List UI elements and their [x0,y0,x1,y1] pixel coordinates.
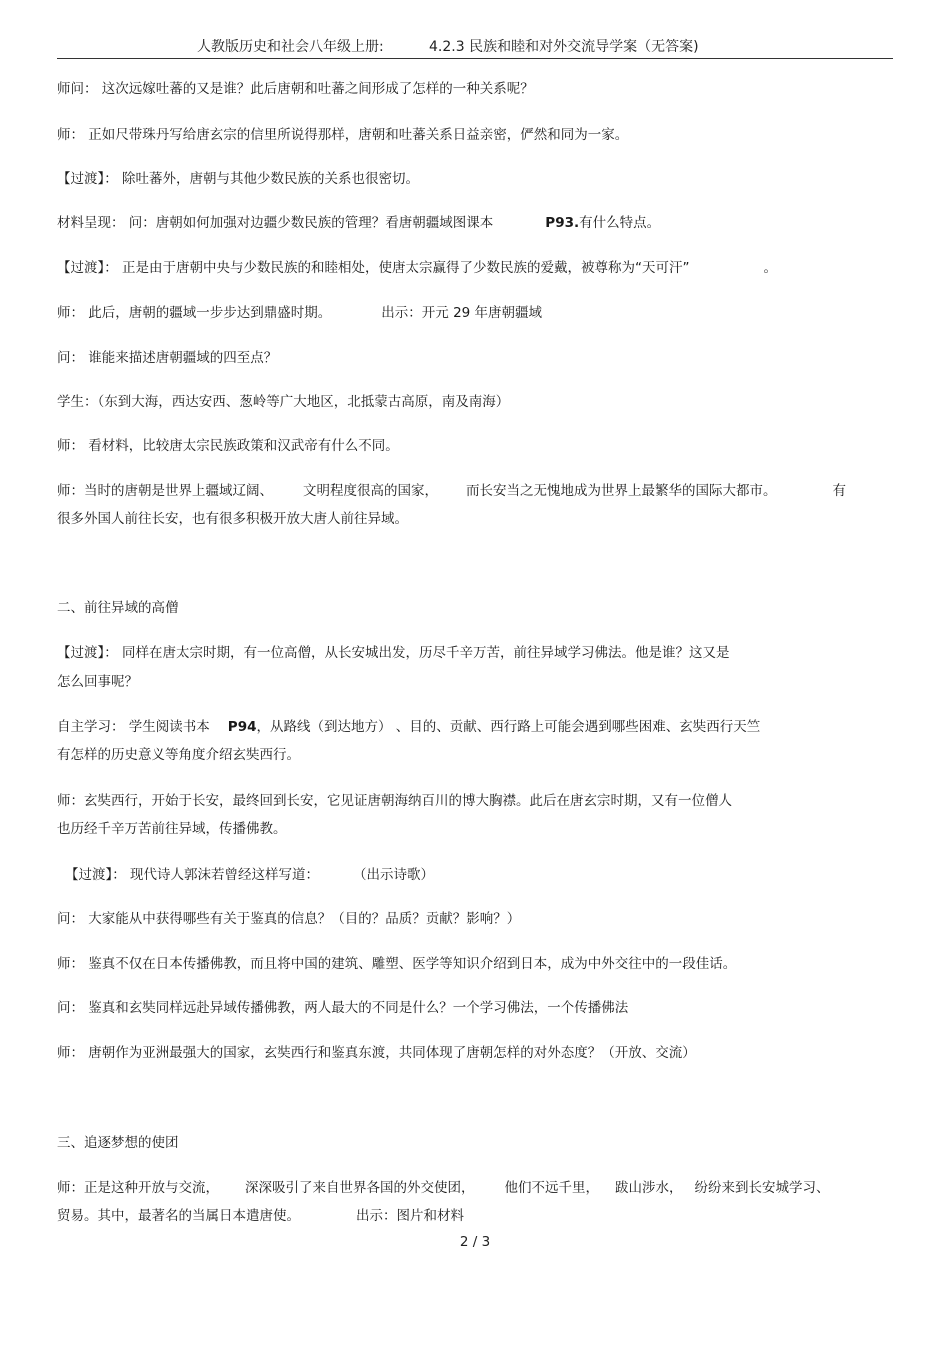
transition-4-text: 【过渡】： 现代诗人郭沫若曾经这样写道： [65,867,320,883]
self-study-tail: ，从路线（到达地方） 、目的、贡献、西行路上可能会遇到哪些困难、玄奘西行天竺 [256,719,761,735]
envoys-part-1: 师：正是这种开放与交流， [57,1180,219,1196]
paragraph-teacher-question-tubo: 师问： 这次远嫁吐蕃的又是谁？此后唐朝和吐蕃之间形成了怎样的一种关系呢？ [57,81,534,97]
paragraph-teacher-envoys [57,1179,830,1197]
envoys-part-2: 深深吸引了来自世界各国的外交使团， [245,1180,475,1196]
page-ref-p94: P94 [227,719,257,735]
paragraph-transition-4 [65,866,434,884]
envoys-part-5: 纷纷来到长安城学习、 [694,1180,830,1196]
paragraph-teacher-xuanzang-cont: 也历经千辛万苦前往异域，传播佛教。 [57,821,287,837]
transition-2-end: 。 [763,260,778,276]
tang-world-part-4: 有 [832,483,846,499]
tang-world-part-1: 师：当时的唐朝是世界上疆域辽阔、 [57,483,273,499]
section-heading-2: 二、前往异域的高僧 [57,600,179,616]
paragraph-transition-2 [57,259,777,277]
paragraph-material [57,214,660,232]
paragraph-question-extent: 问： 谁能来描述唐朝疆域的四至点？ [57,350,278,366]
paragraph-question-difference: 问： 鉴真和玄奘同样远赴异域传播佛教，两人最大的不同是什么？一个学习佛法，一个传播佛法 [57,1000,629,1016]
header-lesson-title: 4.2.3 民族和睦和对外交流导学案（无答案) [429,39,699,55]
paragraph-teacher-territory [57,304,542,322]
tang-world-part-3: 而长安当之无愧地成为世界上最繁华的国际大都市。 [466,483,777,499]
envoys-part-3: 他们不远千里， [504,1180,599,1196]
transition-2-text: 【过渡】： 正是由于唐朝中央与少数民族的和睦相处，使唐太宗赢得了少数民族的爱戴，被尊称为“天可汗” [57,260,690,276]
envoys-part-4: 跋山涉水， [615,1180,683,1196]
page-ref-p93: P93. [545,215,580,231]
paragraph-question-jianzhen: 问： 大家能从中获得哪些有关于鉴真的信息？（目的？品质？贡献？影响？） [57,911,521,927]
paragraph-teacher-jianzhen: 师： 鉴真不仅在日本传播佛教，而且将中国的建筑、雕塑、医学等知识介绍到日本，成为中外交往中的一段佳话。 [57,956,737,972]
tang-world-part-2: 文明程度很高的国家， [303,483,438,499]
page-number: 2 / 3 [459,1234,491,1250]
paragraph-teacher-attitude: 师： 唐朝作为亚洲最强大的国家，玄奘西行和鉴真东渡，共同体现了唐朝怎样的对外态度？（开放、交流） [57,1045,696,1061]
page-header [57,28,893,59]
material-text: 材料呈现： 问：唐朝如何加强对边疆少数民族的管理？看唐朝疆域图课本 [57,215,494,231]
paragraph-teacher-compare: 师： 看材料，比较唐太宗民族政策和汉武帝有什么不同。 [57,438,399,454]
header-book-title: 人教版历史和社会八年级上册: [197,39,384,55]
material-tail: 有什么特点。 [579,215,661,231]
paragraph-teacher-tang-world-cont: 很多外国人前往长安，也有很多积极开放大唐人前往异域。 [57,511,408,527]
section-heading-3: 三、追逐梦想的使团 [57,1135,179,1151]
transition-4-show: （出示诗歌） [353,867,435,883]
paragraph-transition-3: 【过渡】： 同样在唐太宗时期，有一位高僧，从长安城出发，历尽千辛万苦，前往异域学习佛法。他是谁？这又是 [57,645,730,661]
paragraph-transition-3-cont: 怎么回事呢？ [57,674,138,690]
self-study-text: 自主学习： 学生阅读书本 [57,719,210,735]
paragraph-teacher-envoys-cont [57,1207,464,1225]
paragraph-student-answer: 学生：（东到大海，西达安西、葱岭等广大地区，北抵蒙古高原，南及南海） [57,394,510,410]
envoys-cont-text: 贸易。其中，最著名的当属日本遣唐使。 [57,1208,300,1224]
paragraph-teacher-tang-world [57,482,846,500]
paragraph-teacher-xuanzang: 师：玄奘西行，开始于长安，最终回到长安，它见证唐朝海纳百川的博大胸襟。此后在唐玄宗时期，又有一位僧人 [57,793,732,809]
paragraph-transition-1: 【过渡】： 除吐蕃外，唐朝与其他少数民族的关系也很密切。 [57,171,420,187]
paragraph-teacher-tubo-relation: 师： 正如尺带珠丹写给唐玄宗的信里所说得那样，唐朝和吐蕃关系日益亲密，俨然和同为一家。 [57,127,629,143]
paragraph-self-study-cont: 有怎样的历史意义等角度介绍玄奘西行。 [57,747,300,763]
paragraph-self-study [57,718,760,736]
envoys-cont-show: 出示：图片和材料 [356,1208,464,1224]
territory-text: 师： 此后，唐朝的疆域一步步达到鼎盛时期。 [57,305,332,321]
territory-show: 出示：开元 29 年唐朝疆域 [381,305,543,321]
